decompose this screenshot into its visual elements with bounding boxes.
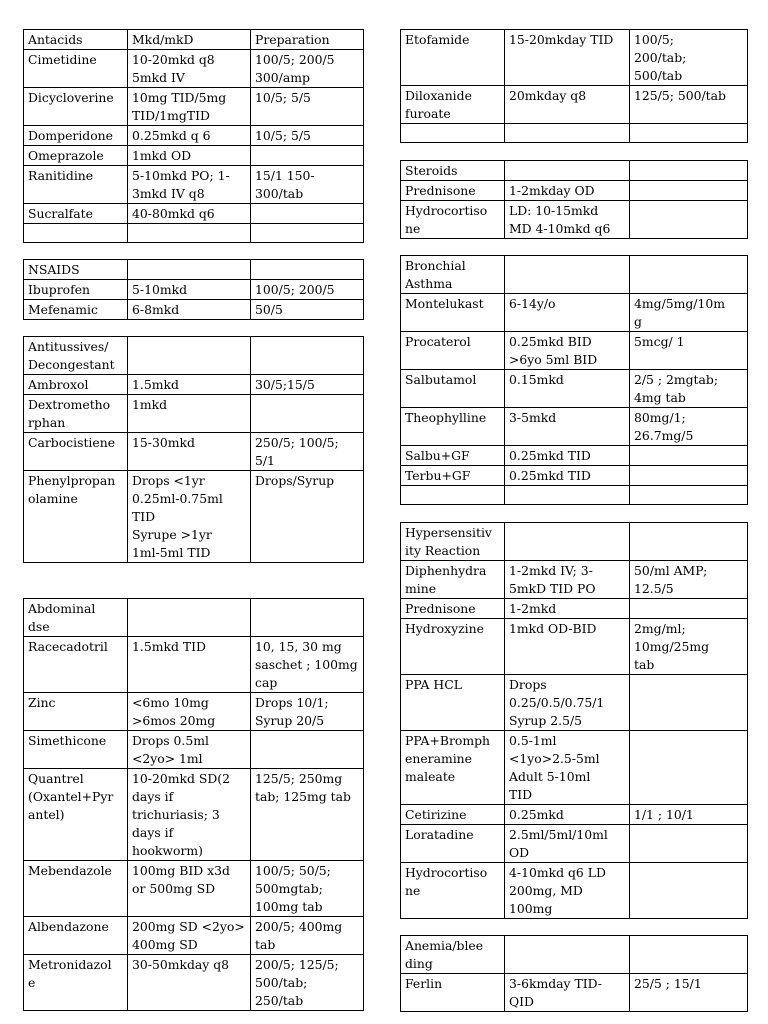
- preparation-cell: [630, 486, 748, 505]
- dose-cell: Drops 0.5ml <2yo> 1ml: [128, 731, 251, 769]
- drug-name-cell: Hydrocortiso ne: [401, 201, 505, 239]
- drug-name-cell: Quantrel (Oxantel+Pyr antel): [24, 769, 128, 861]
- table-row: [401, 201, 748, 239]
- preparation-cell: 10, 15, 30 mg saschet ; 100mg cap: [251, 637, 364, 693]
- preparation-cell: [630, 161, 748, 181]
- preparation-cell: [630, 936, 748, 974]
- preparation-cell: [630, 181, 748, 201]
- dose-cell: [505, 161, 630, 181]
- drug-name-cell: Zinc: [24, 693, 128, 731]
- dose-cell: Drops 0.25/0.5/0.75/1 Syrup 2.5/5: [505, 675, 630, 731]
- dose-cell: 200mg SD <2yo> 400mg SD: [128, 917, 251, 955]
- table-row: [401, 731, 748, 805]
- section-header-row: [24, 337, 364, 375]
- right-table-hypersensitivity-reaction: [400, 522, 748, 919]
- drug-name-cell: Diphenhydra mine: [401, 561, 505, 599]
- preparation-cell: [251, 731, 364, 769]
- table-row: [24, 166, 364, 204]
- drug-name-cell: [401, 486, 505, 505]
- preparation-cell: [251, 146, 364, 166]
- preparation-cell: 200/5; 125/5; 500/tab; 250/tab: [251, 955, 364, 1011]
- preparation-cell: 10/5; 5/5: [251, 88, 364, 126]
- table-row: [24, 769, 364, 861]
- table-row: [401, 561, 748, 599]
- dose-cell: [505, 124, 630, 143]
- preparation-cell: 2mg/ml; 10mg/25mg tab: [630, 619, 748, 675]
- dose-cell: 2.5ml/5ml/10ml OD: [505, 825, 630, 863]
- preparation-cell: 100/5; 200/5 300/amp: [251, 50, 364, 88]
- table-row: [24, 280, 364, 300]
- dose-cell: 100mg BID x3d or 500mg SD: [128, 861, 251, 917]
- drug-name-cell: Theophylline: [401, 408, 505, 446]
- table-row: [24, 146, 364, 166]
- drug-name-cell: Omeprazole: [24, 146, 128, 166]
- drug-name-cell: Ibuprofen: [24, 280, 128, 300]
- drug-name-cell: Prednisone: [401, 599, 505, 619]
- right-table-bronchialasthma: [400, 255, 748, 505]
- dose-cell: 1mkd OD-BID: [505, 619, 630, 675]
- table-row: [24, 861, 364, 917]
- dose-cell: 1mkd: [128, 395, 251, 433]
- table-row: [24, 126, 364, 146]
- right-column: [400, 29, 747, 1012]
- preparation-cell: [630, 466, 748, 486]
- table-row: [24, 395, 364, 433]
- table-row: [401, 825, 748, 863]
- table-row: [24, 375, 364, 395]
- dose-cell: [128, 337, 251, 375]
- preparation-cell: 2/5 ; 2mgtab; 4mg tab: [630, 370, 748, 408]
- preparation-cell: 100/5; 200/tab; 500/tab: [630, 30, 748, 86]
- table-row: [401, 619, 748, 675]
- table-row: [401, 486, 748, 505]
- preparation-cell: [630, 599, 748, 619]
- dose-cell: 3-5mkd: [505, 408, 630, 446]
- table-row: [24, 300, 364, 320]
- preparation-cell: 100/5; 50/5; 500mgtab; 100mg tab: [251, 861, 364, 917]
- dose-cell: 30-50mkday q8: [128, 955, 251, 1011]
- dose-cell: 1-2mkday OD: [505, 181, 630, 201]
- preparation-cell: [630, 124, 748, 143]
- preparation-cell: 80mg/1; 26.7mg/5: [630, 408, 748, 446]
- dose-cell: 1mkd OD: [128, 146, 251, 166]
- dose-cell: 0.25mkd TID: [505, 466, 630, 486]
- dose-cell: Mkd/mkD: [128, 30, 251, 50]
- drug-name-cell: Ranitidine: [24, 166, 128, 204]
- preparation-cell: [251, 224, 364, 243]
- drug-name-cell: Procaterol: [401, 332, 505, 370]
- left-table-antitussives-decongestant: [23, 336, 364, 563]
- table-row: [401, 675, 748, 731]
- preparation-cell: [251, 204, 364, 224]
- section-header-row: [401, 161, 748, 181]
- table-row: [401, 805, 748, 825]
- drug-name-cell: Dicycloverine: [24, 88, 128, 126]
- right-table-anemia-bleeding: [400, 935, 748, 1012]
- dose-cell: 6-14y/o: [505, 294, 630, 332]
- dose-cell: 15-30mkd: [128, 433, 251, 471]
- dose-cell: 0.15mkd: [505, 370, 630, 408]
- dose-cell: 1.5mkd TID: [128, 637, 251, 693]
- dose-cell: [505, 486, 630, 505]
- drug-name-cell: Hydrocortiso ne: [401, 863, 505, 919]
- left-column: [23, 29, 363, 1011]
- dose-cell: 10mg TID/5mg TID/1mgTID: [128, 88, 251, 126]
- right-table-etofamide: [400, 29, 748, 143]
- table-row: [401, 370, 748, 408]
- dose-cell: 5-10mkd: [128, 280, 251, 300]
- dose-cell: 15-20mkday TID: [505, 30, 630, 86]
- drug-name-cell: Diloxanide furoate: [401, 86, 505, 124]
- preparation-cell: [630, 201, 748, 239]
- preparation-cell: [630, 863, 748, 919]
- dose-cell: 10-20mkd SD(2 days if trichuriasis; 3 days if hookworm): [128, 769, 251, 861]
- dose-cell: 10-20mkd q8 5mkd IV: [128, 50, 251, 88]
- left-table-abdominaldse: [23, 598, 364, 1011]
- preparation-cell: 50/5: [251, 300, 364, 320]
- table-row: [401, 408, 748, 446]
- drug-name-cell: Sucralfate: [24, 204, 128, 224]
- dose-cell: 0.25mkd q 6: [128, 126, 251, 146]
- drug-name-cell: Abdominal dse: [24, 599, 128, 637]
- table-row: [24, 88, 364, 126]
- drug-name-cell: Loratadine: [401, 825, 505, 863]
- drug-name-cell: Steroids: [401, 161, 505, 181]
- dose-cell: [505, 936, 630, 974]
- table-row: [24, 693, 364, 731]
- dose-cell: 0.25mkd BID >6yo 5ml BID: [505, 332, 630, 370]
- drug-name-cell: Ferlin: [401, 974, 505, 1012]
- preparation-cell: 200/5; 400mg tab: [251, 917, 364, 955]
- table-row: [401, 974, 748, 1012]
- table-row: [24, 224, 364, 243]
- table-row: [24, 50, 364, 88]
- preparation-cell: 5mcg/ 1: [630, 332, 748, 370]
- drug-name-cell: Phenylpropan olamine: [24, 471, 128, 563]
- preparation-cell: 30/5;15/5: [251, 375, 364, 395]
- table-row: [401, 332, 748, 370]
- table-row: [24, 637, 364, 693]
- drug-name-cell: Bronchial Asthma: [401, 256, 505, 294]
- drug-name-cell: Ambroxol: [24, 375, 128, 395]
- dose-cell: 0.25mkd TID: [505, 446, 630, 466]
- preparation-cell: 1/1 ; 10/1: [630, 805, 748, 825]
- drug-name-cell: Albendazone: [24, 917, 128, 955]
- dose-cell: LD: 10-15mkd MD 4-10mkd q6: [505, 201, 630, 239]
- right-table-steroids: [400, 160, 748, 239]
- table-row: [24, 471, 364, 563]
- preparation-cell: [630, 825, 748, 863]
- dose-cell: 20mkday q8: [505, 86, 630, 124]
- table-row: [401, 124, 748, 143]
- dose-cell: [505, 523, 630, 561]
- preparation-cell: Drops/Syrup: [251, 471, 364, 563]
- drug-name-cell: Mebendazole: [24, 861, 128, 917]
- drug-name-cell: Cimetidine: [24, 50, 128, 88]
- dose-cell: 4-10mkd q6 LD 200mg, MD 100mg: [505, 863, 630, 919]
- dose-cell: 5-10mkd PO; 1- 3mkd IV q8: [128, 166, 251, 204]
- drug-name-cell: Hydroxyzine: [401, 619, 505, 675]
- dose-cell: 1.5mkd: [128, 375, 251, 395]
- dose-cell: 3-6kmday TID- QID: [505, 974, 630, 1012]
- preparation-cell: Drops 10/1; Syrup 20/5: [251, 693, 364, 731]
- preparation-cell: Preparation: [251, 30, 364, 50]
- dose-cell: Drops <1yr 0.25ml-0.75ml TID Syrupe >1yr 1ml-5ml TID: [128, 471, 251, 563]
- preparation-cell: [630, 523, 748, 561]
- preparation-cell: 125/5; 500/tab: [630, 86, 748, 124]
- dose-cell: 1-2mkd: [505, 599, 630, 619]
- drug-name-cell: Salbu+GF: [401, 446, 505, 466]
- section-header-row: [401, 523, 748, 561]
- preparation-cell: 4mg/5mg/10m g: [630, 294, 748, 332]
- dose-cell: [128, 224, 251, 243]
- preparation-cell: 10/5; 5/5: [251, 126, 364, 146]
- section-header-row: [401, 256, 748, 294]
- table-row: [401, 599, 748, 619]
- drug-name-cell: Antitussives/ Decongestant: [24, 337, 128, 375]
- drug-name-cell: Racecadotril: [24, 637, 128, 693]
- section-header-row: [24, 599, 364, 637]
- drug-name-cell: PPA HCL: [401, 675, 505, 731]
- dose-cell: [505, 256, 630, 294]
- table-row: [401, 863, 748, 919]
- drug-name-cell: Carbocistiene: [24, 433, 128, 471]
- drug-name-cell: Metronidazol e: [24, 955, 128, 1011]
- left-table-antacids: [23, 29, 364, 243]
- table-row: [401, 446, 748, 466]
- drug-name-cell: [24, 224, 128, 243]
- drug-name-cell: Anemia/blee ding: [401, 936, 505, 974]
- table-row: [401, 181, 748, 201]
- preparation-cell: [251, 337, 364, 375]
- dose-cell: 0.25mkd: [505, 805, 630, 825]
- preparation-cell: 125/5; 250mg tab; 125mg tab: [251, 769, 364, 861]
- table-row: [24, 917, 364, 955]
- preparation-cell: 50/ml AMP; 12.5/5: [630, 561, 748, 599]
- table-row: [401, 294, 748, 332]
- drug-name-cell: Domperidone: [24, 126, 128, 146]
- table-row: [401, 86, 748, 124]
- drug-name-cell: Mefenamic: [24, 300, 128, 320]
- drug-name-cell: Dextrometho rphan: [24, 395, 128, 433]
- preparation-cell: 25/5 ; 15/1: [630, 974, 748, 1012]
- preparation-cell: [251, 395, 364, 433]
- table-row: [24, 955, 364, 1011]
- table-row: [24, 731, 364, 769]
- left-table-nsaids: [23, 259, 364, 320]
- preparation-cell: 15/1 150- 300/tab: [251, 166, 364, 204]
- dose-cell: 6-8mkd: [128, 300, 251, 320]
- preparation-cell: [251, 260, 364, 280]
- dose-cell: [128, 599, 251, 637]
- section-header-row: [401, 936, 748, 974]
- table-row: [401, 466, 748, 486]
- table-row: [401, 30, 748, 86]
- preparation-cell: [251, 599, 364, 637]
- preparation-cell: 100/5; 200/5: [251, 280, 364, 300]
- table-row: [24, 433, 364, 471]
- drug-name-cell: Antacids: [24, 30, 128, 50]
- drug-name-cell: Etofamide: [401, 30, 505, 86]
- dose-cell: 40-80mkd q6: [128, 204, 251, 224]
- drug-name-cell: Simethicone: [24, 731, 128, 769]
- drug-name-cell: NSAIDS: [24, 260, 128, 280]
- table-row: [24, 204, 364, 224]
- section-header-row: [24, 260, 364, 280]
- drug-name-cell: Prednisone: [401, 181, 505, 201]
- dose-cell: <6mo 10mg >6mos 20mg: [128, 693, 251, 731]
- dose-cell: 1-2mkd IV; 3- 5mkD TID PO: [505, 561, 630, 599]
- drug-name-cell: PPA+Bromph eneramine maleate: [401, 731, 505, 805]
- preparation-cell: [630, 731, 748, 805]
- preparation-cell: 250/5; 100/5; 5/1: [251, 433, 364, 471]
- preparation-cell: [630, 256, 748, 294]
- drug-name-cell: Cetirizine: [401, 805, 505, 825]
- preparation-cell: [630, 446, 748, 466]
- dose-cell: 0.5-1ml <1yo>2.5-5ml Adult 5-10ml TID: [505, 731, 630, 805]
- preparation-cell: [630, 675, 748, 731]
- drug-name-cell: Hypersensitiv ity Reaction: [401, 523, 505, 561]
- dose-cell: [128, 260, 251, 280]
- table-row: [24, 30, 364, 50]
- drug-name-cell: Terbu+GF: [401, 466, 505, 486]
- drug-name-cell: Montelukast: [401, 294, 505, 332]
- drug-name-cell: Salbutamol: [401, 370, 505, 408]
- drug-name-cell: [401, 124, 505, 143]
